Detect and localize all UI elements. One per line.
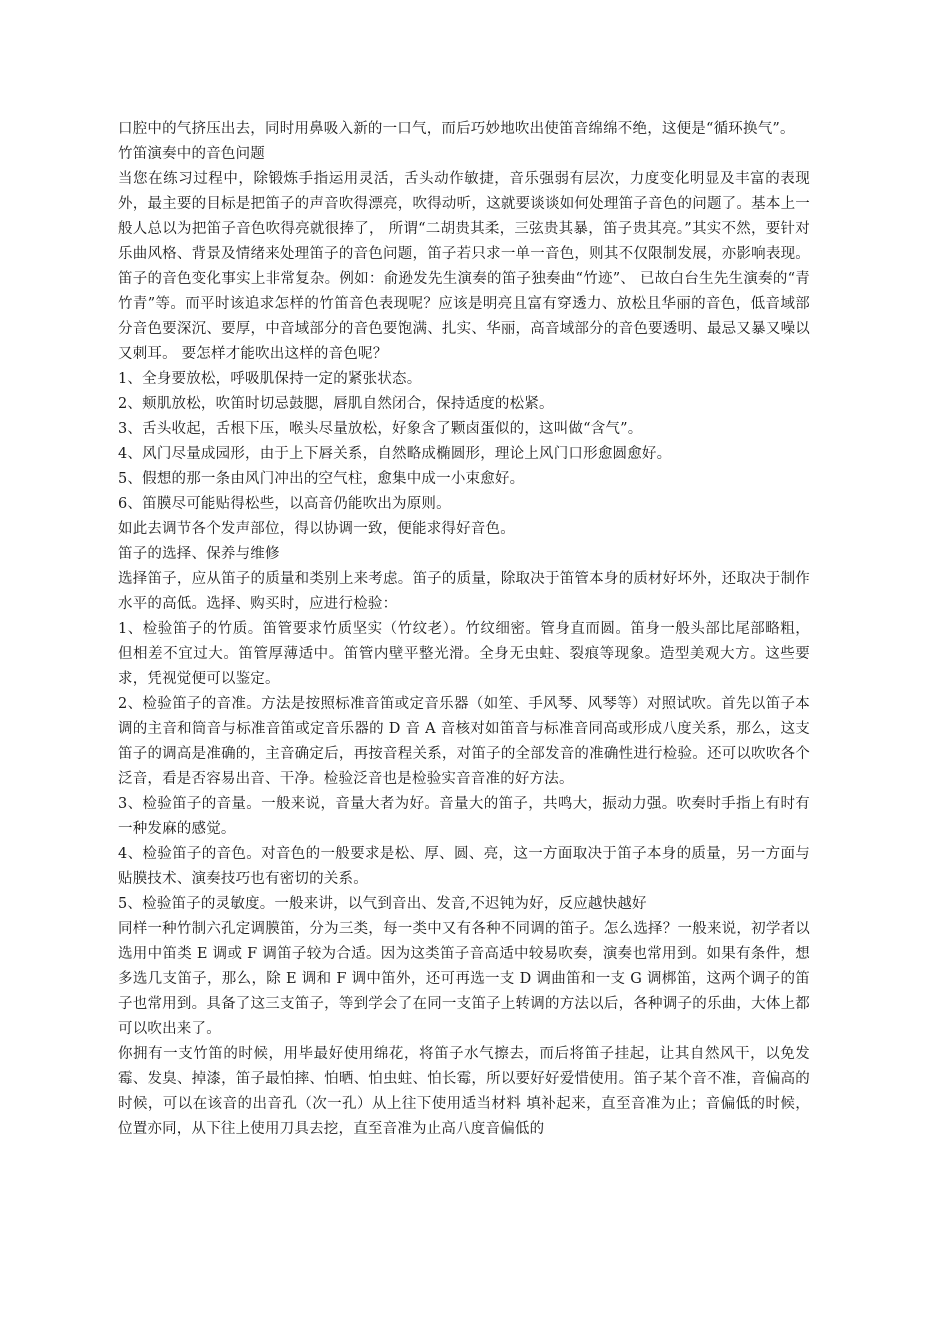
document-body: [118, 117, 810, 1142]
section-heading-tone-issues: 竹笛演奏中的音色问题: [118, 146, 265, 162]
section-heading-selection-care: 笛子的选择、保养与维修: [118, 546, 280, 562]
paragraph-tone-summary: 如此去调节各个发声部位，得以协调一致，便能求得好音色。: [118, 521, 515, 537]
list-item-check-4: 4、检验笛子的音色。对音色的一般要求是松、厚、圆、亮，这一方面取决于笛子本身的质量，另一方面与贴膜技术、演奏技巧也有密切的关系。: [118, 846, 810, 887]
list-item-check-3: 3、检验笛子的音量。一般来说，音量大者为好。音量大的笛子，共鸣大，振动力强。吹奏时手指上有时有一种发麻的感觉。: [118, 796, 810, 837]
list-item-check-2: 2、检验笛子的音准。方法是按照标准音笛或定音乐器（如笙、手风琴、风琴等）对照试吹。首先以笛子本调的主音和筒音与标准音笛或定音乐器的 D 音 A 音核对如笛音与标准音同高或形成八度关系，那么，这支笛子的调高是准确的，主音确定后，再按音程关系，对笛子的全部发音的准确性进行检验。还可以吹吹各个泛音，看是否容易出音、干净。检验泛音也是检验实音音准的好方法。: [118, 696, 810, 787]
list-item-tone-1: 1、全身要放松，呼吸肌保持一定的紧张状态。: [118, 371, 422, 387]
list-item-tone-6: 6、笛膜尽可能贴得松些，以高音仍能吹出为原则。: [118, 496, 451, 512]
list-item-check-1: 1、检验笛子的竹质。笛管要求竹质坚实（竹纹老）。竹纹细密。管身直而圆。笛身一般头部比尾部略粗，但相差不宜过大。笛管厚薄适中。笛管内壁平整光滑。全身无虫蛀、裂痕等现象。造型美观大方。这些要求，凭视觉便可以鉴定。: [118, 621, 810, 687]
paragraph-circular-breathing-end: 口腔中的气挤压出去，同时用鼻吸入新的一口气，而后巧妙地吹出使笛音绵绵不绝，这便是“循环换气”。: [118, 121, 795, 137]
paragraph-flute-types: 同样一种竹制六孔定调膜笛，分为三类，每一类中又有各种不同调的笛子。怎么选择？一般来说，初学者以选用中笛类 E 调或 F 调笛子较为合适。因为这类笛子音高适中较易吹奏，演奏也常用到。如果有条件，想多选几支笛子，那么，除 E 调和 F 调中笛外，还可再选一支 D 调曲笛和一支 G 调梆笛，这两个调子的笛子也常用到。具备了这三支笛子，等到学会了在同一支笛子上转调的方法以后，各种调子的乐曲，大体上都可以吹出来了。: [118, 921, 810, 1037]
list-item-tone-4: 4、风门尽量成园形，由于上下唇关系，自然略成椭圆形，理论上风门口形愈圆愈好。: [118, 446, 672, 462]
paragraph-selection-intro: 选择笛子，应从笛子的质量和类别上来考虑。笛子的质量，除取决于笛管本身的质材好坏外，还取决于制作水平的高低。选择、购买时，应进行检验：: [118, 571, 810, 612]
paragraph-maintenance: 你拥有一支竹笛的时候，用毕最好使用绵花，将笛子水气擦去，而后将笛子挂起，让其自然风干，以免发霉、发臭、掉漆，笛子最怕摔、怕晒、怕虫蛀、怕长霉，所以要好好爱惜使用。笛子某个音不准，音偏高的时候，可以在该音的出音孔（次一孔）从上往下使用适当材料 填补起来，直至音准为止；音偏低的时候，位置亦同，从下往上使用刀具去挖，直至音准为止高八度音偏低的: [118, 1046, 810, 1137]
list-item-tone-2: 2、颊肌放松，吹笛时切忌鼓腮，唇肌自然闭合，保持适度的松紧。: [118, 396, 554, 412]
list-item-tone-5: 5、假想的那一条由风门冲出的空气柱，愈集中成一小束愈好。: [118, 471, 525, 487]
list-item-check-5: 5、检验笛子的灵敏度。一般来讲，以气到音出、发音,不迟钝为好，反应越快越好: [118, 896, 647, 912]
paragraph-tone-intro: 当您在练习过程中，除锻炼手指运用灵活，舌头动作敏捷，音乐强弱有层次，力度变化明显及丰富的表现外，最主要的目标是把笛子的声音吹得漂亮，吹得动听，这就要谈谈如何处理笛子音色的问题了。基本上一般人总以为把笛子音色吹得亮就很捧了， 所谓“二胡贵其柔，三弦贵其暴，笛子贵其亮。”其实不然，要针对乐曲风格、背景及情绪来处理笛子的音色问题，笛子若只求一单一音色，则其不仅限制发展，亦影响表现。笛子的音色变化事实上非常复杂。例如：俞逊发先生演奏的笛子独奏曲“竹迹”、 已故白台生先生演奏的“青竹青”等。而平时该追求怎样的竹笛音色表现呢？应该是明亮且富有穿透力、放松且华丽的音色，低音域部分音色要深沉、要厚，中音域部分的音色要饱满、扎实、华丽，高音域部分的音色要透明、最忌又暴又噪以又刺耳。 要怎样才能吹出这样的音色呢？: [118, 171, 810, 362]
list-item-tone-3: 3、舌头收起，舌根下压，喉头尽量放松，好象含了颗卤蛋似的，这叫做“含气”。: [118, 421, 643, 437]
